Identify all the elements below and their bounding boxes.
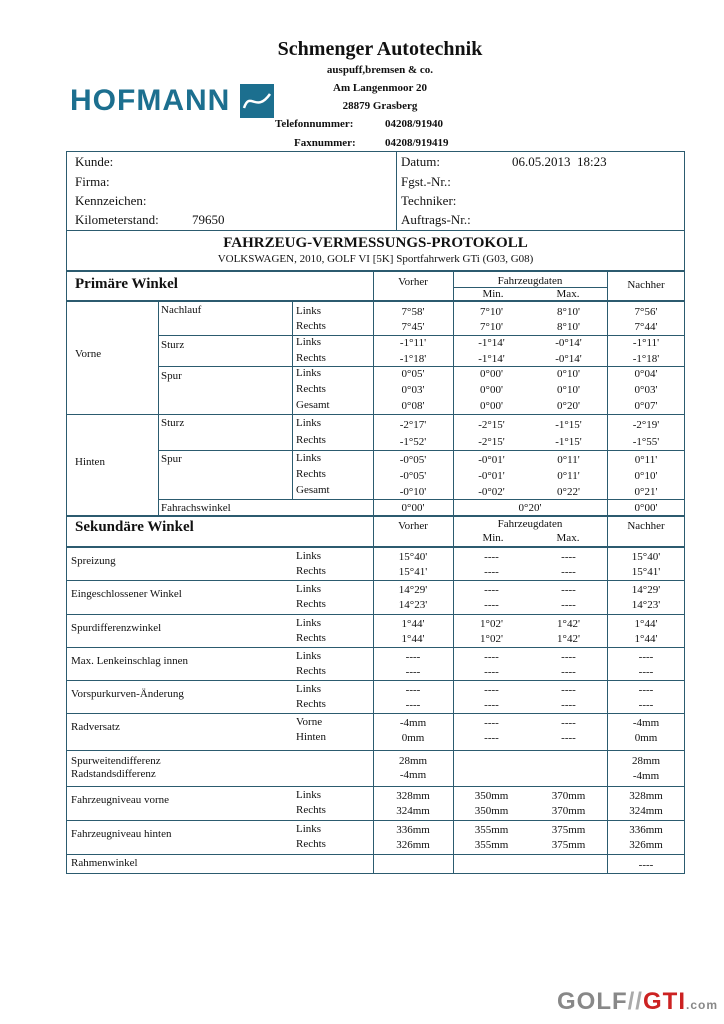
fahrachs-soll: 0°20' bbox=[518, 502, 542, 514]
vorher-value: 7°45' bbox=[401, 321, 425, 333]
nachher-value: 7°56' bbox=[634, 306, 658, 318]
sub-label: Rechts bbox=[296, 665, 326, 677]
golfgti-watermark: GOLF//GTI.com bbox=[556, 988, 718, 1015]
row-label-spurweitendifferenz: Spurweitendifferenz bbox=[71, 755, 161, 767]
col-fahrzeugdaten: Fahrzeugdaten bbox=[497, 518, 563, 530]
vorher-value: 1°44' bbox=[401, 633, 425, 645]
nachher-value: 1°44' bbox=[634, 633, 658, 645]
max-value: 0°10' bbox=[557, 368, 580, 380]
max-value: 375mm bbox=[551, 824, 586, 836]
brand-logo-text: HOFMANN bbox=[70, 84, 231, 117]
max-value: ---- bbox=[561, 566, 576, 578]
vorher-value: 1°44' bbox=[401, 618, 425, 630]
nachher-value: ---- bbox=[638, 859, 654, 871]
sub-label: Links bbox=[296, 550, 322, 562]
vorher-value: ---- bbox=[405, 699, 421, 711]
divider bbox=[66, 300, 685, 302]
watermark-gti: GTI bbox=[642, 988, 686, 1015]
sub-gesamt: Gesamt bbox=[296, 484, 330, 496]
min-value: 355mm bbox=[474, 839, 509, 851]
row-label-niveau_hinten: Fahrzeugniveau hinten bbox=[71, 828, 172, 840]
vorher-value: 15°41' bbox=[398, 566, 428, 578]
label-sturz: Sturz bbox=[161, 339, 185, 351]
group-hinten: Hinten bbox=[75, 456, 105, 468]
sub-links: Links bbox=[296, 367, 322, 379]
watermark-com: .com bbox=[685, 998, 718, 1012]
kilometerstand-label: Kilometerstand: bbox=[75, 212, 159, 227]
vorher-value: 15°40' bbox=[398, 551, 428, 563]
nachher-value: -1°11' bbox=[632, 337, 660, 349]
sub-label: Links bbox=[296, 583, 322, 595]
vorher-value: 328mm bbox=[396, 790, 430, 802]
kilometerstand-value: 79650 bbox=[192, 212, 225, 227]
vorher-value: -0°10' bbox=[399, 486, 427, 498]
max-value: ---- bbox=[561, 666, 576, 678]
vorher-value: 0°05' bbox=[401, 368, 425, 380]
sub-label: Rechts bbox=[296, 698, 326, 710]
max-value: 370mm bbox=[551, 790, 586, 802]
nachher-value: ---- bbox=[638, 684, 654, 696]
kennzeichen-label: Kennzeichen: bbox=[75, 193, 147, 208]
vorher-value: ---- bbox=[405, 666, 421, 678]
vorher-value: 14°29' bbox=[398, 584, 428, 596]
divider bbox=[66, 750, 685, 751]
min-value: -2°15' bbox=[478, 419, 505, 431]
sub-label: Hinten bbox=[296, 731, 326, 743]
col-max: Max. bbox=[556, 288, 580, 300]
min-value: -2°15' bbox=[478, 436, 505, 448]
nachher-value: -2°19' bbox=[632, 419, 660, 431]
divider bbox=[66, 614, 685, 615]
label-sturz: Sturz bbox=[161, 417, 185, 429]
sub-rechts: Rechts bbox=[296, 352, 326, 364]
secondary-section-title: Sekundäre Winkel bbox=[75, 519, 194, 535]
phone-label: Telefonnummer: bbox=[275, 118, 354, 130]
fax-label: Faxnummer: bbox=[294, 137, 356, 149]
divider bbox=[66, 230, 685, 231]
fax-value: 04208/919419 bbox=[385, 137, 449, 149]
divider bbox=[158, 335, 685, 336]
phone-value: 04208/91940 bbox=[385, 118, 444, 130]
max-value: ---- bbox=[561, 651, 576, 663]
vorher-value: 7°58' bbox=[401, 306, 425, 318]
sub-links: Links bbox=[296, 305, 322, 317]
min-value: 1°02' bbox=[480, 618, 503, 630]
divider bbox=[66, 546, 685, 548]
divider bbox=[66, 515, 685, 517]
nachher-value: 0°07' bbox=[634, 400, 658, 412]
sub-label: Links bbox=[296, 683, 322, 695]
label-nachlauf: Nachlauf bbox=[161, 304, 202, 316]
min-value: -0°01' bbox=[478, 470, 505, 482]
divider bbox=[292, 300, 293, 500]
max-value: 8°10' bbox=[557, 321, 580, 333]
max-value: 0°11' bbox=[557, 454, 580, 466]
vorher-value: -2°17' bbox=[399, 419, 427, 431]
max-value: 1°42' bbox=[557, 633, 580, 645]
nachher-value: 0°03' bbox=[634, 384, 658, 396]
divider bbox=[158, 450, 685, 451]
techniker-label: Techniker: bbox=[401, 193, 457, 208]
divider bbox=[158, 366, 685, 367]
nachher-value: ---- bbox=[638, 651, 654, 663]
divider bbox=[453, 287, 607, 288]
sub-label: Links bbox=[296, 650, 322, 662]
vorher-value: -0°05' bbox=[399, 470, 427, 482]
sub-label: Rechts bbox=[296, 838, 326, 850]
min-value: 1°02' bbox=[480, 633, 503, 645]
sub-label: Rechts bbox=[296, 632, 326, 644]
kunde-label: Kunde: bbox=[75, 154, 114, 169]
min-value: ---- bbox=[484, 717, 499, 729]
max-value: ---- bbox=[561, 684, 576, 696]
group-vorne: Vorne bbox=[75, 348, 102, 360]
nachher-value: ---- bbox=[638, 666, 654, 678]
datum-value: 06.05.2013 18:23 bbox=[512, 154, 607, 169]
max-value: ---- bbox=[561, 717, 576, 729]
vorher-value: 0°08' bbox=[401, 400, 425, 412]
sub-links: Links bbox=[296, 452, 322, 464]
min-value: -1°14' bbox=[478, 337, 505, 349]
max-value: 375mm bbox=[551, 839, 586, 851]
min-value: 350mm bbox=[474, 805, 509, 817]
col-nachher: Nachher bbox=[627, 279, 665, 291]
nachher-value: 14°23' bbox=[631, 599, 661, 611]
nachher-value: 7°44' bbox=[634, 321, 658, 333]
divider bbox=[158, 300, 159, 515]
auftrag-label: Auftrags-Nr.: bbox=[401, 212, 471, 227]
sub-label: Rechts bbox=[296, 598, 326, 610]
sub-links: Links bbox=[296, 336, 322, 348]
nachher-value: 324mm bbox=[629, 805, 663, 817]
nachher-value: 0°04' bbox=[634, 368, 658, 380]
vorher-value: 0mm bbox=[401, 732, 425, 744]
col-min: Min. bbox=[482, 532, 504, 544]
nachher-value: -1°18' bbox=[632, 353, 660, 365]
min-value: ---- bbox=[484, 651, 499, 663]
min-value: ---- bbox=[484, 566, 499, 578]
min-value: ---- bbox=[484, 599, 499, 611]
vorher-value: -0°05' bbox=[399, 454, 427, 466]
divider bbox=[66, 270, 685, 272]
company-block bbox=[200, 38, 560, 112]
divider bbox=[66, 786, 685, 787]
row-label-radversatz: Radversatz bbox=[71, 721, 120, 733]
row-label-radstandsdifferenz: Radstandsdifferenz bbox=[71, 768, 156, 780]
divider bbox=[66, 713, 685, 714]
nachher-value: 14°29' bbox=[631, 584, 661, 596]
min-value: 0°00' bbox=[480, 400, 503, 412]
col-vorher: Vorher bbox=[398, 276, 428, 288]
label-fahrachswinkel: Fahrachswinkel bbox=[161, 502, 231, 514]
divider bbox=[66, 647, 685, 648]
vorher-value: ---- bbox=[405, 651, 421, 663]
vorher-value: -4mm bbox=[399, 717, 427, 729]
row-label-spreizung: Spreizung bbox=[71, 555, 116, 567]
max-value: ---- bbox=[561, 584, 576, 596]
vehicle-info: VOLKSWAGEN, 2010, GOLF VI [5K] Sportfahrwerk GTi (G03, G08) bbox=[217, 253, 534, 265]
min-value: 0°00' bbox=[480, 368, 503, 380]
vorher-value: -4mm bbox=[399, 769, 427, 781]
nachher-value: 326mm bbox=[629, 839, 663, 851]
sub-label: Rechts bbox=[296, 565, 326, 577]
max-value: 0°11' bbox=[557, 470, 580, 482]
divider bbox=[158, 499, 685, 500]
nachher-value: 15°41' bbox=[631, 566, 661, 578]
min-value: ---- bbox=[484, 684, 499, 696]
max-value: 0°10' bbox=[557, 384, 580, 396]
company-street: Am Langenmoor 20 bbox=[333, 82, 427, 94]
company-subtitle: auspuff,bremsen & co. bbox=[326, 64, 434, 76]
max-value: ---- bbox=[561, 699, 576, 711]
sub-label: Vorne bbox=[296, 716, 323, 728]
min-value: ---- bbox=[484, 732, 499, 744]
nachher-value: 1°44' bbox=[634, 618, 658, 630]
min-value: ---- bbox=[484, 666, 499, 678]
max-value: ---- bbox=[561, 732, 576, 744]
max-value: 0°22' bbox=[557, 486, 580, 498]
sub-label: Links bbox=[296, 823, 322, 835]
watermark-golf: GOLF bbox=[556, 988, 628, 1015]
min-value: 7°10' bbox=[480, 306, 503, 318]
vorher-value: 14°23' bbox=[398, 599, 428, 611]
col-fahrzeugdaten: Fahrzeugdaten bbox=[497, 275, 563, 287]
nachher-value: ---- bbox=[638, 699, 654, 711]
nachher-value: 0°11' bbox=[634, 454, 658, 466]
row-label-vorspurkurven: Vorspurkurven-Änderung bbox=[71, 688, 184, 700]
nachher-value: -1°55' bbox=[632, 436, 660, 448]
min-value: 350mm bbox=[474, 790, 509, 802]
company-name: Schmenger Autotechnik bbox=[277, 38, 483, 60]
nachher-value: -4mm bbox=[632, 717, 660, 729]
label-spur: Spur bbox=[161, 453, 182, 465]
nachher-value: 328mm bbox=[629, 790, 663, 802]
vorher-value: 326mm bbox=[396, 839, 430, 851]
vorher-value: -1°11' bbox=[399, 337, 427, 349]
sub-label: Links bbox=[296, 789, 322, 801]
row-label-niveau_vorne: Fahrzeugniveau vorne bbox=[71, 794, 170, 806]
datum-label: Datum: bbox=[401, 154, 440, 169]
sub-rechts: Rechts bbox=[296, 383, 326, 395]
sub-rechts: Rechts bbox=[296, 320, 326, 332]
vorher-value: -1°52' bbox=[399, 436, 427, 448]
max-value: ---- bbox=[561, 599, 576, 611]
vorher-value: -1°18' bbox=[399, 353, 427, 365]
vorher-value: ---- bbox=[405, 684, 421, 696]
vorher-value: 0°03' bbox=[401, 384, 425, 396]
divider bbox=[66, 854, 685, 855]
max-value: -0°14' bbox=[555, 353, 582, 365]
label-spur: Spur bbox=[161, 370, 182, 382]
row-label-spurdifferenz: Spurdifferenzwinkel bbox=[71, 622, 162, 634]
vorher-value: 324mm bbox=[396, 805, 430, 817]
sub-label: Rechts bbox=[296, 804, 326, 816]
nachher-value: 336mm bbox=[629, 824, 663, 836]
max-value: -1°15' bbox=[555, 419, 582, 431]
min-value: ---- bbox=[484, 551, 499, 563]
fgst-label: Fgst.-Nr.: bbox=[401, 174, 451, 189]
divider bbox=[66, 820, 685, 821]
sub-label: Links bbox=[296, 617, 322, 629]
company-city: 28879 Grasberg bbox=[342, 100, 418, 112]
row-label-eingeschlossen: Eingeschlossener Winkel bbox=[71, 588, 182, 600]
row-label-lenkeinschlag: Max. Lenkeinschlag innen bbox=[71, 655, 188, 667]
nachher-value: 0°10' bbox=[634, 470, 658, 482]
divider bbox=[66, 680, 685, 681]
vorher-value: 336mm bbox=[396, 824, 430, 836]
primary-section-title: Primäre Winkel bbox=[75, 276, 178, 292]
min-value: -1°14' bbox=[478, 353, 505, 365]
protocol-title: FAHRZEUG-VERMESSUNGS-PROTOKOLL bbox=[223, 235, 528, 251]
fahrachs-vorher: 0°00' bbox=[401, 502, 425, 514]
nachher-value: 15°40' bbox=[631, 551, 661, 563]
sub-rechts: Rechts bbox=[296, 468, 326, 480]
min-value: ---- bbox=[484, 699, 499, 711]
firma-label: Firma: bbox=[75, 174, 110, 189]
fahrachs-nachher: 0°00' bbox=[634, 502, 658, 514]
max-value: 0°20' bbox=[557, 400, 580, 412]
sub-links: Links bbox=[296, 417, 322, 429]
max-value: 8°10' bbox=[557, 306, 580, 318]
max-value: -0°14' bbox=[555, 337, 582, 349]
sub-gesamt: Gesamt bbox=[296, 399, 330, 411]
min-value: -0°01' bbox=[478, 454, 505, 466]
col-vorher: Vorher bbox=[398, 520, 428, 532]
min-value: -0°02' bbox=[478, 486, 505, 498]
col-min: Min. bbox=[482, 288, 504, 300]
nachher-value: 0°21' bbox=[634, 486, 658, 498]
sub-rechts: Rechts bbox=[296, 434, 326, 446]
nachher-value: -4mm bbox=[632, 770, 660, 782]
max-value: -1°15' bbox=[555, 436, 582, 448]
col-max: Max. bbox=[556, 532, 580, 544]
min-value: 7°10' bbox=[480, 321, 503, 333]
min-value: ---- bbox=[484, 584, 499, 596]
divider bbox=[66, 414, 685, 415]
col-nachher: Nachher bbox=[627, 520, 665, 532]
min-value: 355mm bbox=[474, 824, 509, 836]
row-label-rahmenwinkel: Rahmenwinkel bbox=[71, 857, 138, 869]
nachher-value: 0mm bbox=[634, 732, 658, 744]
nachher-value: 28mm bbox=[631, 755, 661, 767]
vorher-value: 28mm bbox=[398, 755, 428, 767]
max-value: 370mm bbox=[551, 805, 586, 817]
min-value: 0°00' bbox=[480, 384, 503, 396]
max-value: ---- bbox=[561, 551, 576, 563]
divider bbox=[396, 152, 397, 230]
divider bbox=[66, 580, 685, 581]
max-value: 1°42' bbox=[557, 618, 580, 630]
